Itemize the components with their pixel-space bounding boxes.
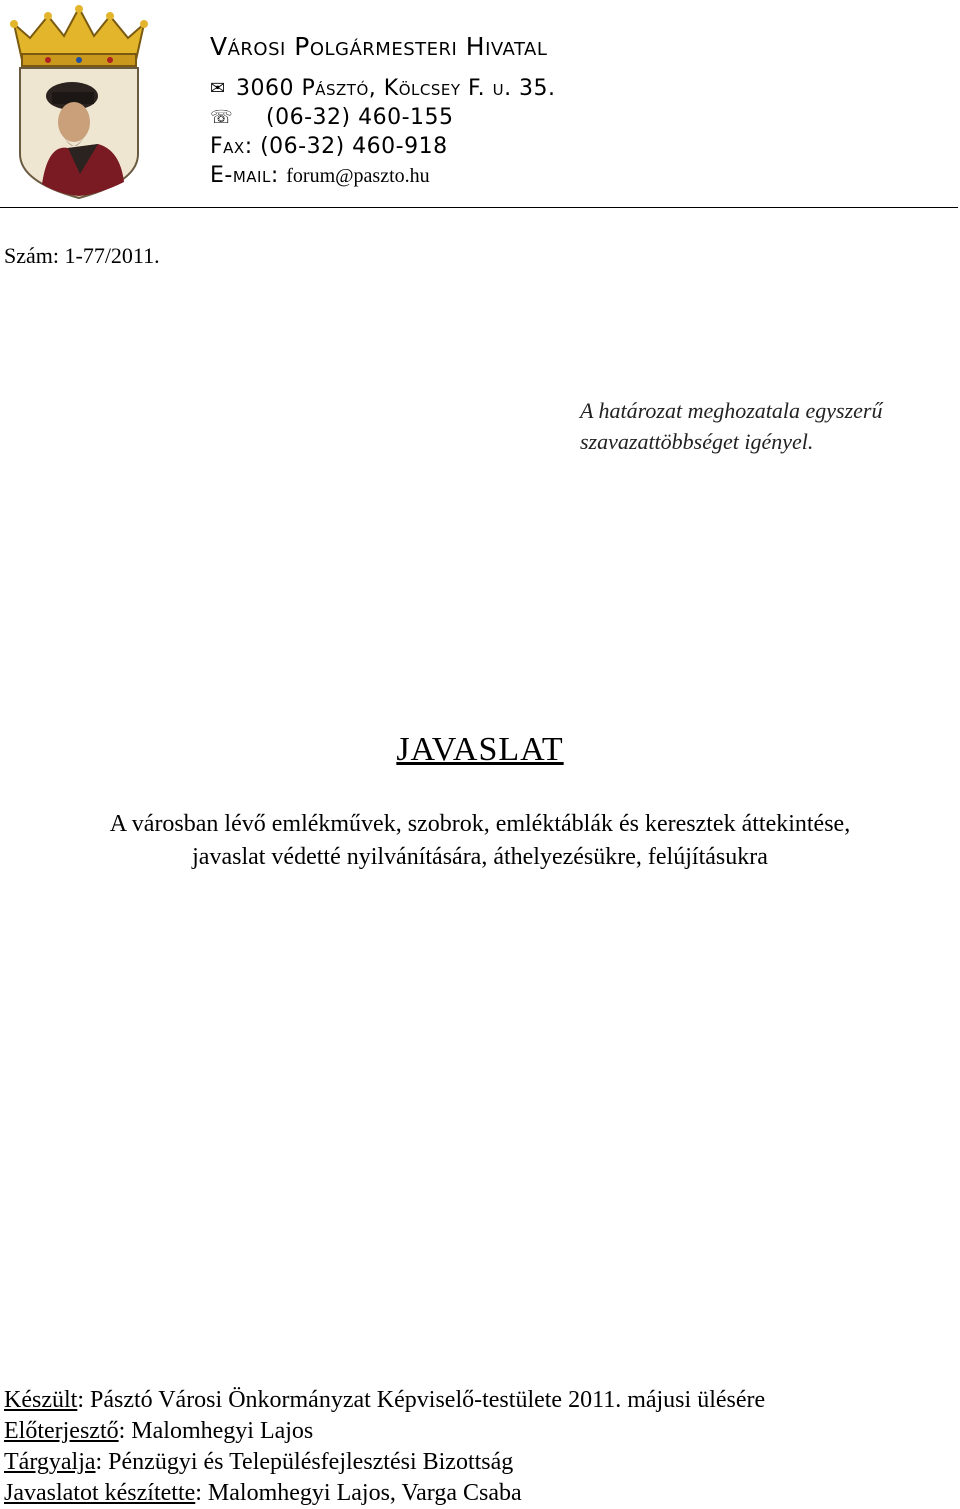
email-label: E-mail:: [210, 163, 279, 188]
telephone-icon: ☏: [210, 107, 234, 128]
majority-note-line-1: A határozat meghozatala egyszerű: [580, 398, 883, 423]
subject-line: [4, 1447, 765, 1478]
presenter-value: : Malomhegyi Lajos: [118, 1418, 314, 1444]
phone-text: (06-32) 460-155: [266, 105, 454, 130]
envelope-icon: ✉: [210, 78, 226, 99]
subtitle-line-2: javaslat védetté nyilvánítására, áthelyezésükre, felújításukra: [192, 844, 768, 870]
authors-label: Javaslatot készítette: [4, 1480, 196, 1506]
document-subtitle: [0, 808, 960, 874]
authors-value: : Malomhegyi Lajos, Varga Csaba: [195, 1480, 522, 1506]
subject-label: Tárgyalja: [4, 1449, 96, 1475]
document-footer: [4, 1385, 765, 1509]
document-title: JAVASLAT: [396, 731, 564, 768]
email-link[interactable]: forum@paszto.hu: [286, 165, 430, 187]
office-name: Városi Polgármesteri Hivatal: [210, 32, 548, 61]
fax-line: Fax: (06-32) 460-918: [210, 134, 448, 159]
document-number: Szám: 1-77/2011.: [4, 243, 160, 268]
address-line: [210, 76, 556, 102]
prepared-value: : Pásztó Városi Önkormányzat Képviselő-testülete 2011. májusi ülésére: [77, 1387, 766, 1413]
prepared-label: Készült: [4, 1387, 78, 1413]
majority-note: [580, 395, 883, 457]
address-text: 3060 Pásztó, Kölcsey F. u. 35.: [236, 76, 556, 101]
majority-note-line-2: szavazattöbbséget igényel.: [580, 429, 814, 454]
phone-line: [210, 105, 454, 131]
presenter-line: [4, 1416, 765, 1447]
header-divider: [0, 207, 958, 208]
prepared-for-line: [4, 1385, 765, 1416]
coat-of-arms-logo: [8, 4, 150, 200]
subtitle-line-1: A városban lévő emlékművek, szobrok, emléktáblák és keresztek áttekintése,: [109, 811, 851, 837]
subject-value: : Pénzügyi és Településfejlesztési Bizottság: [95, 1449, 514, 1475]
authors-line: [4, 1478, 765, 1509]
presenter-label: Előterjesztő: [4, 1418, 119, 1444]
email-line: [210, 163, 430, 189]
